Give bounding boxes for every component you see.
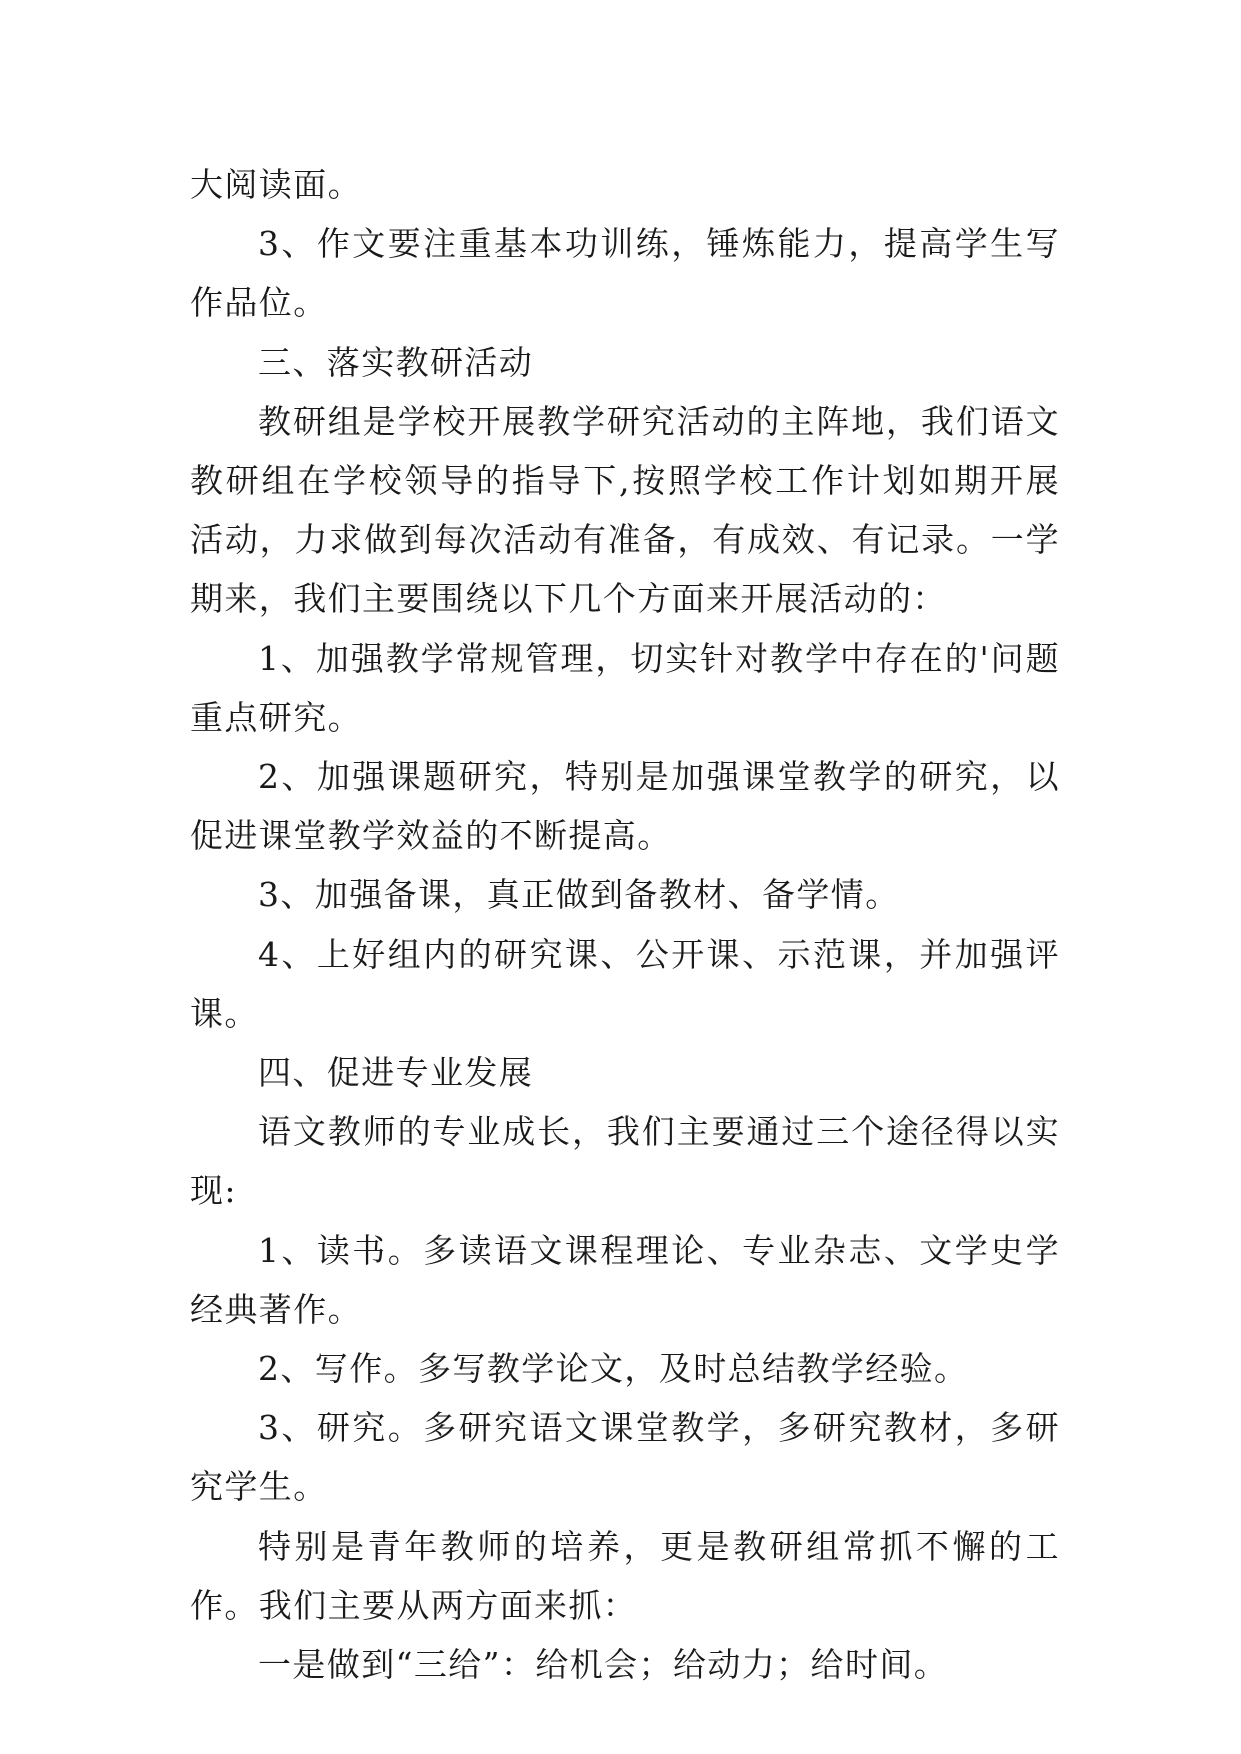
list-item-topic-research: 2、加强课题研究，特别是加强课堂教学的研究，以促进课堂教学效益的不断提高。 [190, 757, 1060, 856]
document-body [190, 155, 1060, 1694]
paragraph-research-group: 教研组是学校开展教学研究活动的主阵地，我们语文教研组在学校领导的指导下,按照学校工作计划如期开展活动，力求做到每次活动有准备，有成效、有记录。一学期来，我们主要围绕以下几个方面来开展活动的： [190, 401, 1060, 619]
list-item-routine-management: 1、加强教学常规管理，切实针对教学中存在的'问题重点研究。 [190, 638, 1060, 737]
paragraph-young-teachers: 特别是青年教师的培养，更是教研组常抓不懈的工作。我们主要从两方面来抓： [190, 1526, 1060, 1625]
paragraph-continuation: 大阅读面。 [190, 165, 362, 204]
paragraph-writing-item: 3、作文要注重基本功训练，锤炼能力，提高学生写作品位。 [190, 224, 1060, 323]
section-heading-teaching-research: 三、落实教研活动 [258, 342, 534, 382]
list-item-writing: 2、写作。多写教学论文，及时总结教学经验。 [258, 1349, 969, 1389]
list-item-reading: 1、读书。多读语文课程理论、专业杂志、文学史学经典著作。 [190, 1230, 1060, 1329]
paragraph-three-gives: 一是做到“三给”：给机会；给动力；给时间。 [258, 1645, 949, 1685]
list-item-lessons: 4、上好组内的研究课、公开课、示范课，并加强评课。 [190, 934, 1060, 1033]
paragraph-growth-paths: 语文教师的专业成长，我们主要通过三个途径得以实现: [190, 1112, 1060, 1211]
list-item-research: 3、研究。多研究语文课堂教学，多研究教材，多研究学生。 [190, 1408, 1060, 1507]
section-heading-professional-development: 四、促进专业发展 [258, 1053, 534, 1093]
list-item-lesson-prep: 3、加强备课，真正做到备教材、备学情。 [258, 875, 900, 915]
